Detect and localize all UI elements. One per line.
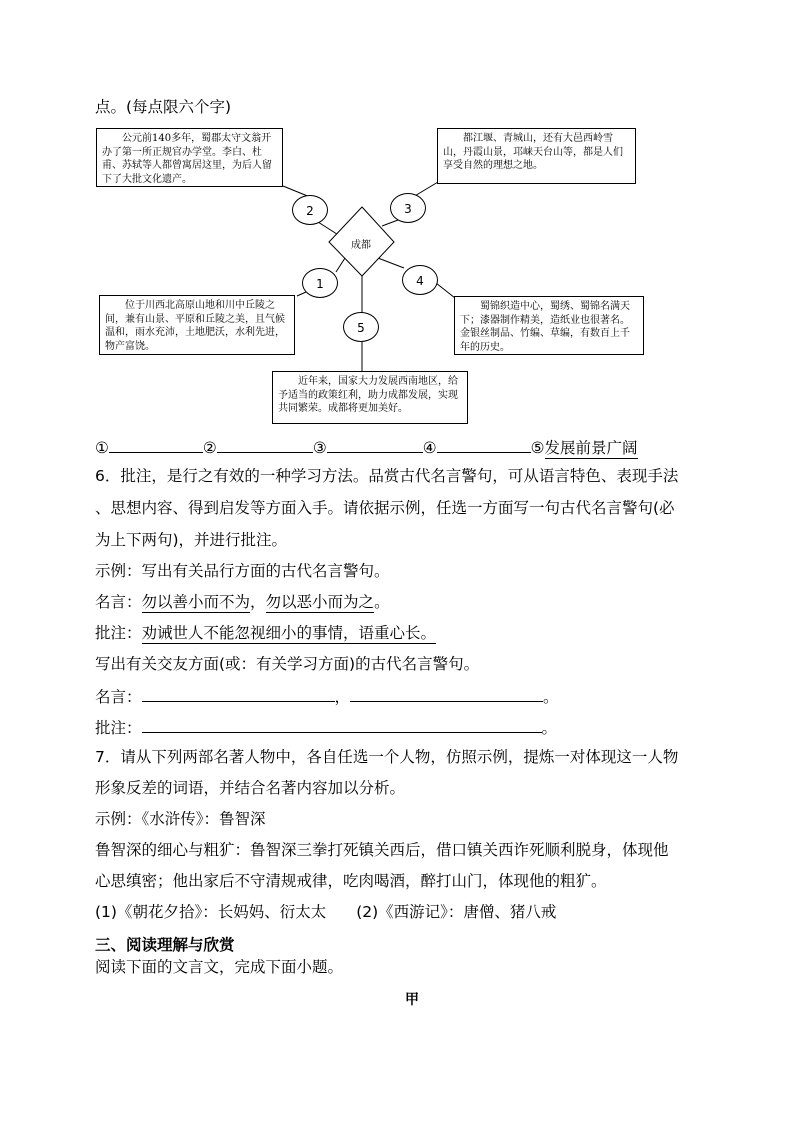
box-culture-text: 公元前140多年，蜀郡太守文翁开办了第一所正规官办学堂。李白、杜甫、苏轼等人都曾寓居这里，为后人留下了大批文化遗产。 bbox=[102, 133, 272, 185]
q6-example: 示例：写出有关品行方面的古代名言警句。 bbox=[95, 562, 390, 580]
note-text: 劝诫世人不能忽视细小的事情，语重心长。 bbox=[141, 624, 437, 642]
answer-marker-4: ④ bbox=[422, 439, 437, 457]
answer-blank-1[interactable] bbox=[109, 436, 203, 453]
q6-example-note bbox=[95, 623, 436, 643]
q6-fill-quote bbox=[95, 685, 559, 707]
quote-end: 。 bbox=[374, 593, 390, 611]
q7-option-2: (2)《西游记》：唐僧、猪八戒 bbox=[356, 903, 557, 921]
box-development-text: 近年来，国家大力发展西南地区，给予适当的政策红利，助力成都发展，实现共同繁荣。成都将更加美好。 bbox=[278, 376, 458, 414]
section-3-instruction: 阅读下面的文言文，完成下面小题。 bbox=[95, 958, 344, 976]
intro-line: 点。(每点限六个字) bbox=[95, 98, 232, 116]
circle-5: 5 bbox=[343, 312, 379, 342]
answer-5-text: 发展前景广阔 bbox=[544, 439, 638, 457]
box-crafts bbox=[454, 296, 644, 355]
circle-2: 2 bbox=[292, 195, 328, 225]
center-label: 成都 bbox=[351, 240, 371, 251]
circle-4: 4 bbox=[402, 265, 438, 295]
answer-blank-3[interactable] bbox=[327, 436, 423, 453]
answer-blank-2[interactable] bbox=[217, 436, 313, 453]
q7-analysis-2: 心思缜密；他出家后不守清规戒律，吃肉喝酒，醉打山门，体现他的粗犷。 bbox=[95, 872, 607, 890]
answer-marker-3: ③ bbox=[312, 439, 327, 457]
fill-quote-blank-2[interactable] bbox=[350, 685, 543, 702]
q7-option-1: (1)《朝花夕拾》：长妈妈、衍太太 bbox=[95, 903, 327, 921]
q7-line-1: 7．请从下列两部名著人物中，各自任选一个人物，仿照示例，提炼一对体现这一人物 bbox=[95, 748, 679, 766]
answer-line bbox=[95, 436, 638, 458]
q6-line-3: 为上下两句)，并进行批注。 bbox=[95, 531, 288, 549]
quote-second-half: 勿以恶小而为之 bbox=[265, 593, 375, 611]
fill-note-end: 。 bbox=[541, 719, 558, 737]
answer-marker-1: ① bbox=[95, 439, 109, 457]
box-geography-text: 位于川西北高原山地和川中丘陵之间，兼有山景、平原和丘陵之美，且气候温和，雨水充沛，土地肥沃，水利先进，物产富饶。 bbox=[105, 300, 285, 352]
q6-example-quote bbox=[95, 592, 390, 612]
section-3-title: 三、阅读理解与欣赏 bbox=[95, 936, 235, 954]
q6-fill-note bbox=[95, 716, 557, 738]
q7-options bbox=[95, 902, 556, 922]
answer-marker-5: ⑤ bbox=[530, 439, 545, 457]
box-scenery bbox=[437, 128, 636, 184]
fill-quote-comma: ， bbox=[334, 688, 351, 706]
circle-3: 3 bbox=[390, 193, 426, 223]
quote-label: 名言： bbox=[95, 593, 142, 611]
quote-separator: ， bbox=[250, 593, 266, 611]
q7-analysis-1: 鲁智深的细心与粗犷：鲁智深三拳打死镇关西后，借口镇关西诈死顺利脱身，体现他 bbox=[95, 841, 669, 859]
q6-task: 写出有关交友方面(或：有关学习方面)的古代名言警句。 bbox=[95, 655, 480, 673]
box-crafts-text: 蜀锦织造中心，蜀绣、蜀锦名满天下；漆器制作精美，造纸业也很著名。金银丝制品、竹编、草编，有数百上千年的历史。 bbox=[460, 301, 630, 353]
fill-quote-blank-1[interactable] bbox=[142, 685, 335, 702]
box-geography bbox=[99, 295, 295, 355]
answer-blank-4[interactable] bbox=[437, 436, 531, 453]
fill-note-blank[interactable] bbox=[142, 716, 542, 733]
note-label: 批注： bbox=[95, 624, 142, 642]
box-scenery-text: 都江堰、青城山，还有大邑西岭雪山，丹霞山景，邛崃天台山等，都是人们享受自然的理想之地。 bbox=[443, 133, 623, 171]
box-development bbox=[272, 371, 468, 424]
circle-1: 1 bbox=[302, 268, 338, 298]
fill-note-label: 批注： bbox=[95, 719, 142, 737]
answer-marker-2: ② bbox=[202, 439, 217, 457]
passage-label-jia: 甲 bbox=[405, 992, 419, 1008]
q7-example: 示例：《水浒传》：鲁智深 bbox=[95, 810, 266, 828]
box-culture bbox=[96, 128, 283, 187]
fill-quote-end: 。 bbox=[543, 688, 559, 706]
fill-quote-label: 名言： bbox=[95, 688, 142, 706]
quote-first-half: 勿以善小而不为 bbox=[141, 593, 251, 611]
q7-line-2: 形象反差的词语，并结合名著内容加以分析。 bbox=[95, 779, 406, 797]
q6-line-1: 6．批注，是行之有效的一种学习方法。品赏古代名言警句，可从语言特色、表现手法 bbox=[95, 467, 679, 485]
q6-line-2: 、思想内容、得到启发等方面入手。请依据示例，任选一方面写一句古代名言警句(必 bbox=[95, 499, 675, 517]
